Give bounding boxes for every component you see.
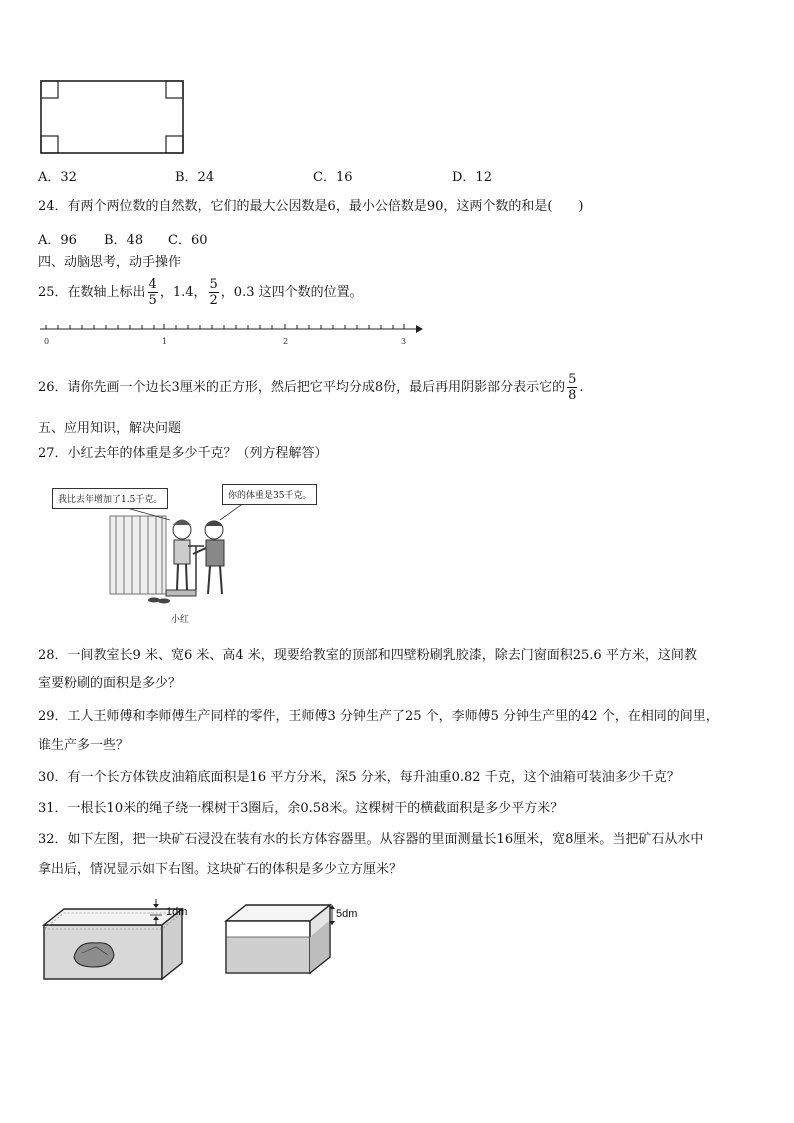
container-without-ore-figure [222,895,342,985]
q32-line-1: 32．如下左图，把一块矿石浸没在装有水的长方体容器里。从容器的里面测量长16厘米，宽8厘米。当把矿石从水中 [38,832,704,847]
label-1dm: 1dm [166,906,188,918]
q26-prefix: 26．请你先画一个边长3厘米的正方形，然后把它平均分成8份，最后再用阴影部分表示它的 [38,380,566,395]
rectangle-corners-figure [38,78,186,158]
q26-question [38,368,584,408]
q26-fraction: $\frac{5}{8}$ [568,372,577,403]
section-5-heading: 五、应用知识，解决问题 [38,421,182,436]
q25-mid: ，1.4， [159,285,207,300]
q24-option-b: B．48 [104,233,144,248]
axis-label-2: 2 [283,337,289,346]
speech-bubble-left: 我比去年增加了1.5千克。 [52,488,168,509]
number-line [38,322,423,338]
q26-suffix: . [579,380,584,395]
q24-question: 24．有两个两位数的自然数，它们的最大公因数是6，最小公倍数是90，这两个数的和是( ) [38,199,584,214]
axis-label-0: 0 [44,337,50,346]
q31-question: 31．一根长10米的绳子绕一棵树干3圈后，余0.58米。这棵树干的横截面积是多少平方米？ [38,801,564,816]
q23-option-a: A．32 [38,170,77,185]
q23-option-c: C．16 [313,170,353,185]
q23-option-d: D．12 [452,170,492,185]
q24-option-c: C．60 [168,233,208,248]
q23-option-b: B．24 [175,170,215,185]
q25-suffix: ，0.3 这四个数的位置。 [220,285,363,300]
q25-question [38,276,363,310]
axis-label-1: 1 [162,337,168,346]
q25-fraction-1: $\frac{4}{5}$ [148,277,157,308]
q25-prefix: 25．在数轴上标出 [38,285,146,300]
axis-label-3: 3 [401,337,407,346]
speech-bubble-right: 你的体重是35千克。 [222,484,317,505]
weight-scene-illustration [38,470,338,630]
q25-fraction-2: $\frac{5}{2}$ [209,277,218,308]
q29-line-2: 谁生产多一些？ [38,738,130,753]
q29-line-1: 29．工人王师傅和李师傅生产同样的零件，王师傅3 分钟生产了25 个，李师傅5 分钟生产里的42 个，在相同的间里， [38,709,719,724]
label-5dm: 5dm [336,908,358,920]
q28-line-1: 28．一间教室长9 米、宽6 米、高4 米，现要给教室的顶部和四壁粉刷乳胶漆，除去门窗面积25.6 平方米，这间教 [38,648,697,663]
q30-question: 30．有一个长方体铁皮油箱底面积是16 平方分米，深5 分米，每升油重0.82 千克，这个油箱可装油多少千克？ [38,770,680,785]
q28-line-2: 室要粉刷的面积是多少？ [38,676,182,691]
section-4-heading: 四、动脑思考，动手操作 [38,255,182,270]
q32-line-2: 拿出后，情况显示如下右图。这块矿石的体积是多少立方厘米？ [38,862,403,877]
q24-option-a: A．96 [38,233,77,248]
q27-question: 27．小红去年的体重是多少千克？（列方程解答） [38,446,328,461]
figure-caption: 小红 [171,615,190,625]
